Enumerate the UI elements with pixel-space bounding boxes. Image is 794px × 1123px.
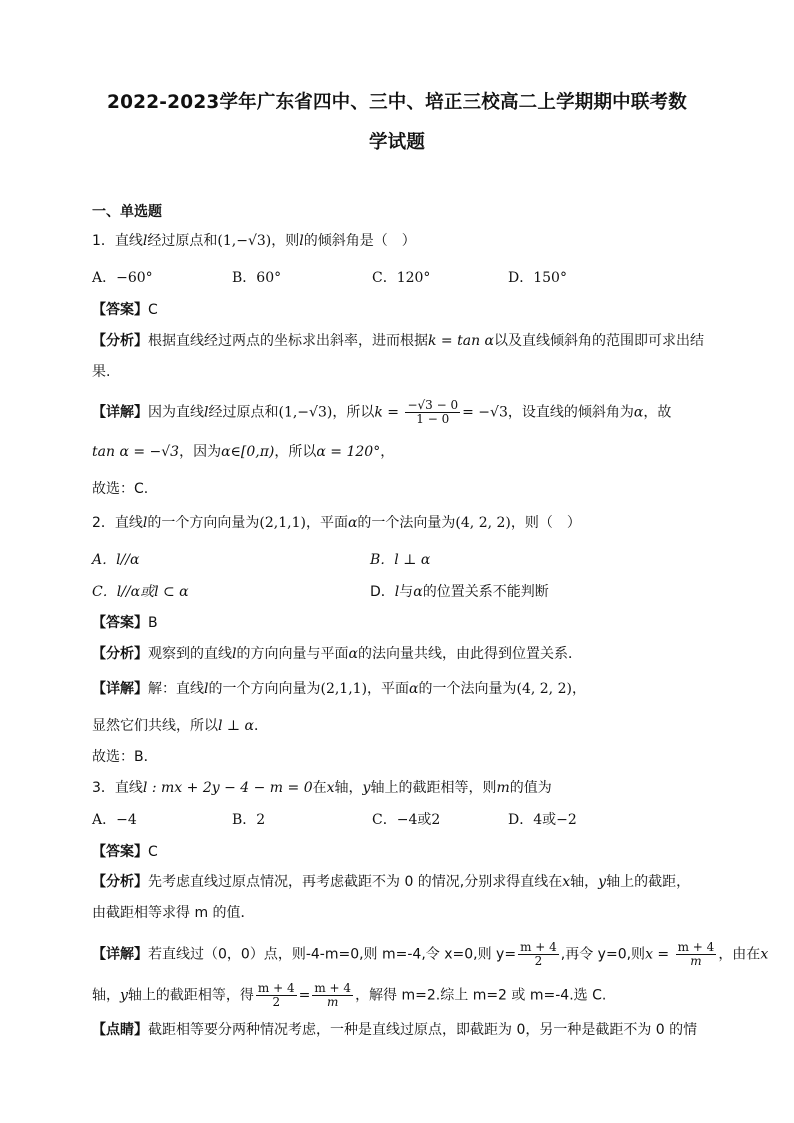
question-2-conclusion: 故选：B． bbox=[92, 749, 158, 765]
question-1-option-c: C．120° bbox=[372, 270, 431, 286]
fraction-right: $\frac{m + 4}{m}$ bbox=[314, 981, 352, 1009]
question-1-detail: 【详解】因为直线l经过原点和(1,−√3)，所以k = $\frac{-√3 - 0}{1 - 0}$ = −√3，设直线的倾斜角为α，故 bbox=[92, 398, 672, 426]
question-2-option-a: A．l//α bbox=[92, 552, 140, 568]
question-1-option-b: B．60° bbox=[232, 270, 282, 286]
document-title-line2: 学试题 bbox=[368, 132, 426, 153]
question-3-detail: 【详解】若直线过（0，0）点，则-4-m=0,则 m=-4,令 x=0,则 y= $\frac{m + 4}{2}$ ,再令 y=0,则x = $\frac{m + 4}{m}$ ，由在x bbox=[92, 940, 769, 968]
question-1-detail-cont: tan α = −√3，因为α∈[0,π)，所以α = 120°， bbox=[92, 444, 395, 460]
question-3-analysis: 【分析】先考虑直线过原点情况，再考虑截距不为 0 的情况,分别求得直线在x轴，y轴上的截距， bbox=[92, 874, 691, 890]
question-3-note: 【点睛】截距相等要分两种情况考虑，一种是直线过原点，即截距为 0，另一种是截距不为 0 的情 bbox=[92, 1022, 698, 1038]
slope-fraction: $\frac{-√3 - 0}{1 - 0}$ bbox=[407, 398, 459, 426]
question-3-analysis-cont: 由截距相等求得 m 的值． bbox=[92, 905, 255, 921]
question-2-option-c: C．l//α或l ⊂ α bbox=[92, 584, 189, 600]
fraction-left: $\frac{m + 4}{2}$ bbox=[257, 981, 295, 1009]
question-3-answer: 【答案】C bbox=[92, 844, 158, 860]
section-heading: 一、单选题 bbox=[92, 204, 162, 220]
question-2-analysis: 【分析】观察到的直线l的方向向量与平面α的法向量共线，由此得到位置关系． bbox=[92, 646, 582, 662]
fraction-x-intercept: $\frac{m + 4}{m}$ bbox=[677, 940, 715, 968]
question-1-option-a: A．−60° bbox=[92, 270, 153, 286]
question-1-analysis: 【分析】根据直线经过两点的坐标求出斜率，进而根据k = tan α以及直线倾斜角的范围即可求出结 bbox=[92, 333, 705, 349]
fraction-y-intercept: $\frac{m + 4}{2}$ bbox=[520, 940, 557, 968]
question-1-answer: 【答案】C bbox=[92, 302, 158, 318]
question-2-option-d: D．l与α的位置关系不能判断 bbox=[370, 584, 549, 600]
question-1-stem: 1．直线l经过原点和(1,−√3)，则l的倾斜角是（ ） bbox=[92, 233, 416, 249]
question-1-option-d: D．150° bbox=[508, 270, 567, 286]
document-title-line1: 2022-2023学年广东省四中、三中、培正三校高二上学期期中联考数 bbox=[107, 92, 687, 113]
question-2-detail-cont: 显然它们共线，所以l ⊥ α． bbox=[92, 718, 268, 734]
question-3-stem: 3．直线l : mx + 2y − 4 − m = 0在x轴，y轴上的截距相等，则m的值为 bbox=[92, 780, 552, 796]
question-3-detail-cont: 轴，y轴上的截距相等，得 $\frac{m + 4}{2}$ = $\frac{m + 4}{m}$ ，解得 m=2.综上 m=2 或 m=-4.选 C. bbox=[92, 981, 607, 1009]
question-3-option-d: D．4或−2 bbox=[508, 812, 577, 828]
question-2-option-b: B．l ⊥ α bbox=[370, 552, 431, 568]
question-1-conclusion: 故选：C. bbox=[92, 481, 149, 497]
question-1-analysis-cont: 果. bbox=[92, 364, 111, 380]
question-2-answer: 【答案】B bbox=[92, 615, 158, 631]
question-2-stem: 2．直线l的一个方向向量为(2,1,1)，平面α的一个法向量为(4, 2, 2)，则（ ） bbox=[92, 515, 581, 531]
question-3-option-b: B．2 bbox=[232, 812, 266, 828]
question-2-detail: 【详解】解：直线l的一个方向向量为(2,1,1)，平面α的一个法向量为(4, 2, 2)， bbox=[92, 681, 586, 697]
question-3-option-c: C．−4或2 bbox=[372, 812, 441, 828]
question-3-option-a: A．−4 bbox=[92, 812, 137, 828]
